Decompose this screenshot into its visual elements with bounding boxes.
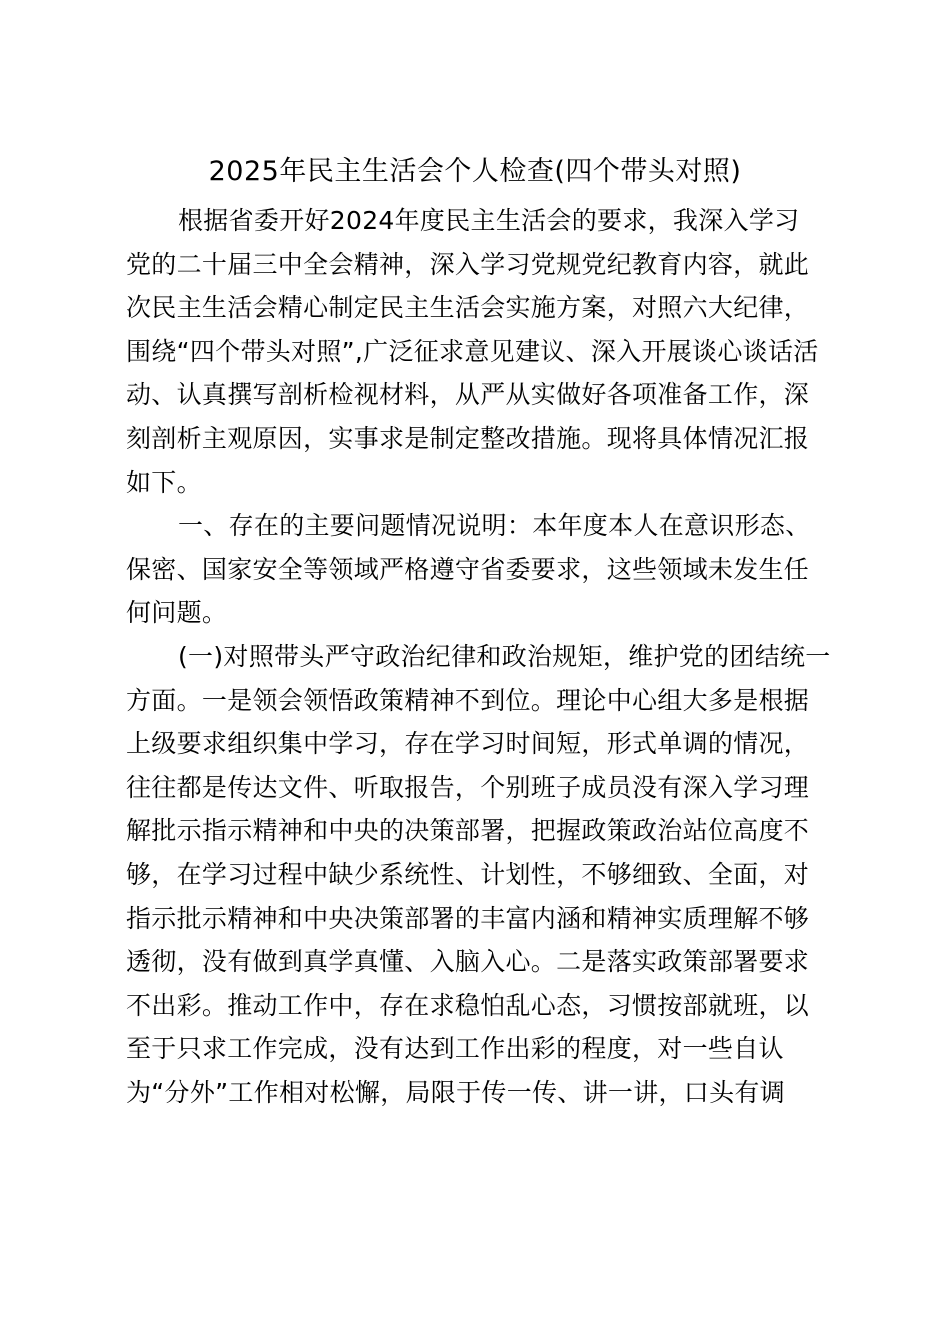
text-line: 根据省委开好2024年度民主生活会的要求，我深入学习 (178, 206, 800, 235)
text-line: 指示批示精神和中央决策部署的丰富内涵和精神实质理解不够 (126, 903, 810, 933)
text-line: 党的二十届三中全会精神，深入学习党规党纪教育内容，就此 (126, 249, 810, 279)
text-line: 一、存在的主要问题情况说明：本年度本人在意识形态、 (178, 511, 811, 541)
text-line: 如下。 (126, 467, 202, 497)
text-line: (一)对照带头严守政治纪律和政治规矩，维护党的团结统一 (178, 641, 831, 671)
text-line: 够，在学习过程中缺少系统性、计划性，不够细致、全面，对 (126, 859, 810, 889)
text-line: 上级要求组织集中学习，存在学习时间短，形式单调的情况， (126, 729, 810, 759)
paragraph-intro (126, 199, 826, 504)
text-line: 保密、国家安全等领域严格遵守省委要求，这些领域未发生任 (126, 554, 810, 584)
text-line: 往往都是传达文件、听取报告，个别班子成员没有深入学习理 (126, 772, 810, 802)
text-line: 透彻，没有做到真学真懂、入脑入心。二是落实政策部署要求 (126, 947, 810, 977)
text-line: 围绕“四个带头对照”,广泛征求意见建议、深入开展谈心谈话活 (126, 336, 819, 366)
text-line: 刻剖析主观原因，实事求是制定整改措施。现将具体情况汇报 (126, 423, 810, 453)
text-line: 方面。一是领会领悟政策精神不到位。理论中心组大多是根据 (126, 685, 810, 715)
document-body (126, 199, 831, 1114)
text-line: 至于只求工作完成，没有达到工作出彩的程度，对一些自认 (126, 1034, 784, 1064)
text-line: 解批示指示精神和中央的决策部署，把握政策政治站位高度不 (126, 816, 810, 846)
text-line: 次民主生活会精心制定民主生活会实施方案，对照六大纪律， (126, 293, 810, 323)
text-line: 为“分外”工作相对松懈，局限于传一传、讲一讲，口头有调 (126, 1077, 786, 1107)
text-line: 动、认真撰写剖析检视材料，从严从实做好各项准备工作，深 (126, 380, 810, 410)
text-line: 不出彩。推动工作中，存在求稳怕乱心态，习惯按部就班，以 (126, 990, 810, 1020)
document-title: 2025年民主生活会个人检查(四个带头对照) (208, 156, 742, 187)
paragraph-subsection-one (126, 635, 831, 1115)
paragraph-section-one (126, 504, 826, 635)
text-line: 何问题。 (126, 598, 228, 628)
